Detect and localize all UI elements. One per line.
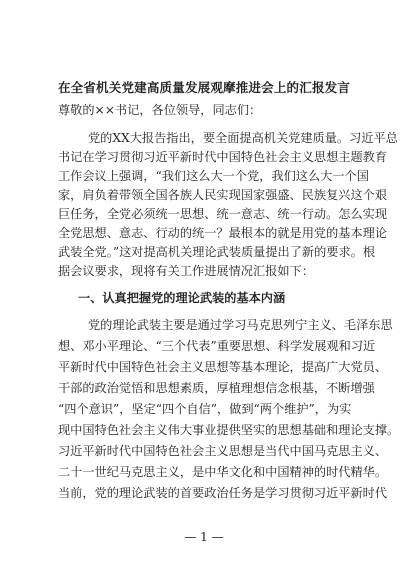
section-line-3: 平新时代中国特色社会主义思想等基本理论，提高广大党员、 bbox=[58, 360, 388, 374]
section-line-5: “四个意识”，坚定“四个自信”，做到“两个维护”，为实 bbox=[58, 402, 352, 416]
section-line-1: 党的理论武装主要是通过学习马克思列宁主义、毛泽东思 bbox=[88, 318, 393, 332]
section-line-9: 当前，党的理论武装的首要政治任务是学习贯彻习近平新时代 bbox=[58, 486, 388, 500]
body-line-8: 据会议要求，现将有关工作进展情况汇报如下： bbox=[58, 264, 314, 278]
body-line-1: 党的XX大报告指出，要全面提高机关党建质量。习近平总 bbox=[88, 131, 398, 145]
body-line-6: 全党思想、意志、行动的统一？最根本的就是用党的基本理论 bbox=[58, 226, 388, 240]
body-line-3: 工作会议上强调，“我们这么大一个党，我们这么大一个国 bbox=[58, 169, 369, 183]
body-line-5: 巨任务，全党必须统一思想、统一意志、统一行动。怎么实现 bbox=[58, 207, 388, 221]
page-number: — 1 — bbox=[184, 530, 224, 544]
section-line-7: 习近平新时代中国特色社会主义思想是当代中国马克思主义、 bbox=[58, 444, 388, 458]
section-line-4: 干部的政治觉悟和思想素质，厚植理想信念根基，不断增强 bbox=[58, 381, 375, 395]
body-line-2: 书记在学习贯彻习近平新时代中国特色社会主义思想主题教育 bbox=[58, 150, 388, 164]
body-line-4: 家，肩负着带领全国各族人民实现国家强盛、民族复兴这个艰 bbox=[58, 188, 388, 202]
section-heading: 一、认真把握党的理论武装的基本内涵 bbox=[78, 291, 286, 305]
section-line-2: 想、邓小平理论、“三个代表”重要思想、科学发展观和习近 bbox=[58, 339, 376, 353]
body-line-7: 武装全党。”这对提高机关理论武装质量提出了新的要求。根 bbox=[58, 245, 376, 259]
section-line-6: 现中国特色社会主义伟大事业提供坚实的思想基础和理论支撑。 bbox=[58, 423, 400, 437]
salutation: 尊敬的××书记，各位领导，同志们： bbox=[58, 103, 262, 117]
document-title: 在全省机关党建高质量发展观摩推进会上的汇报发言 bbox=[57, 80, 351, 95]
section-line-8: 二十一世纪马克思主义，是中华文化和中国精神的时代精华。 bbox=[58, 465, 388, 479]
